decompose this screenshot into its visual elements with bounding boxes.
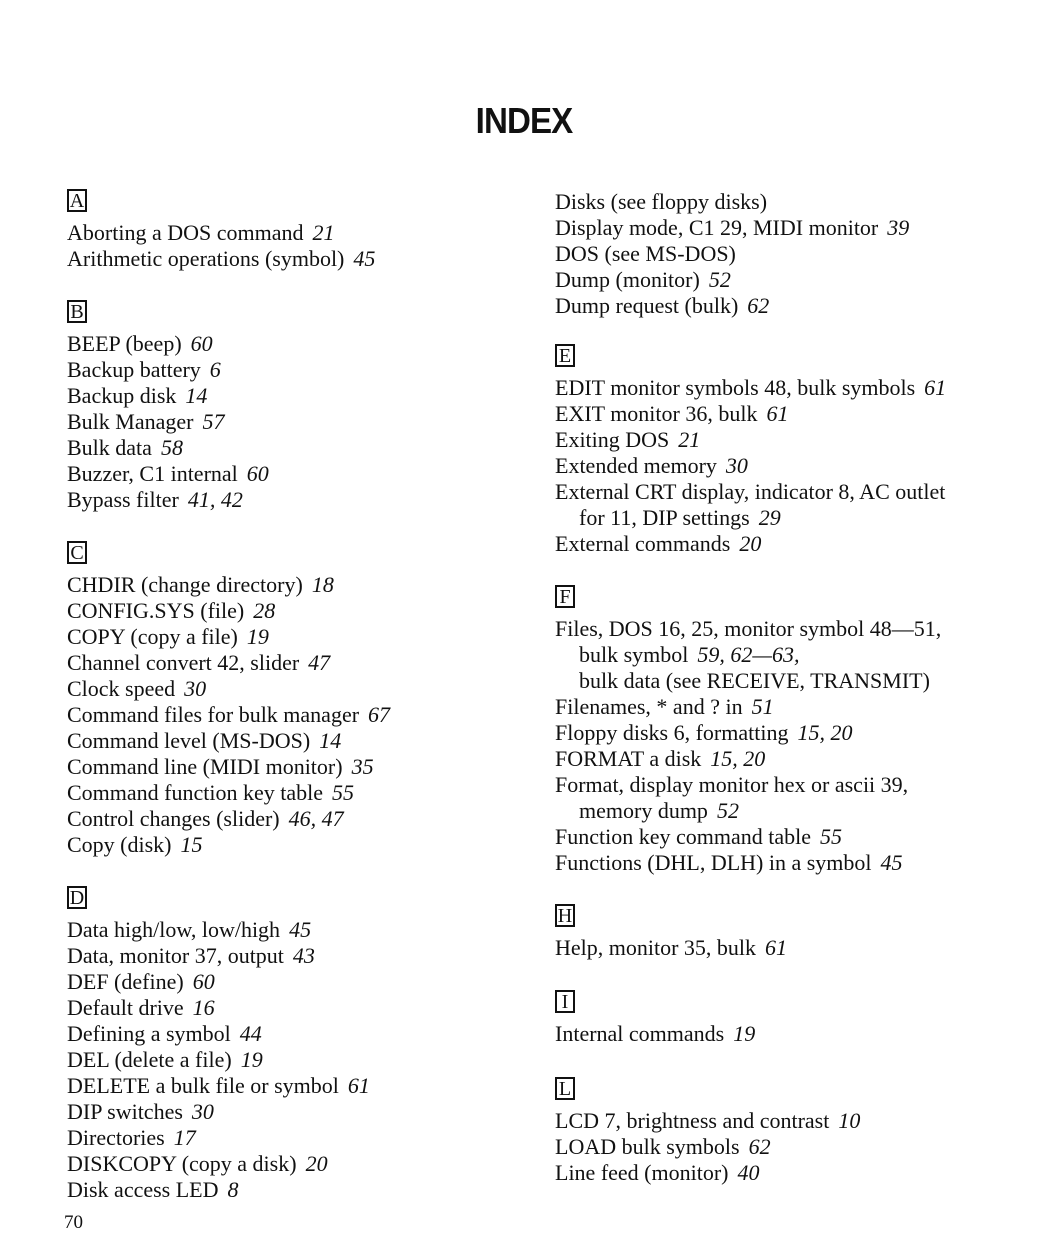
index-section-c bbox=[67, 541, 507, 858]
index-entry: Dump request (bulk) 62 bbox=[555, 293, 770, 318]
index-entry: bulk data (see RECEIVE, TRANSMIT) bbox=[579, 668, 930, 693]
index-entry: Buzzer, C1 internal 60 bbox=[67, 461, 269, 486]
index-entry: Format, display monitor hex or ascii 39, bbox=[555, 772, 909, 797]
index-entry: BEEP (beep) 60 bbox=[67, 331, 213, 356]
index-entry: Floppy disks 6, formatting 15, 20 bbox=[555, 720, 853, 745]
section-letter-box: F bbox=[555, 585, 575, 608]
index-entry: Function key command table 55 bbox=[555, 824, 842, 849]
index-entry: External commands 20 bbox=[555, 531, 762, 556]
index-entry: EXIT monitor 36, bulk 61 bbox=[555, 401, 789, 426]
index-entry: Data, monitor 37, output 43 bbox=[67, 943, 315, 968]
index-section-e bbox=[555, 344, 1025, 557]
section-letter-box: C bbox=[67, 541, 87, 564]
index-entry: DOS (see MS-DOS) bbox=[555, 241, 736, 266]
index-entry: Bypass filter 41, 42 bbox=[67, 487, 243, 512]
index-section-i bbox=[555, 990, 1025, 1047]
section-letter-box: I bbox=[555, 990, 575, 1013]
index-entry: Backup battery 6 bbox=[67, 357, 221, 382]
index-entry: Command files for bulk manager 67 bbox=[67, 702, 391, 727]
index-entry: Line feed (monitor) 40 bbox=[555, 1160, 760, 1185]
index-section-b bbox=[67, 300, 507, 513]
index-entry: Disk access LED 8 bbox=[67, 1177, 239, 1202]
page-title: INDEX bbox=[475, 100, 573, 141]
index-entry: External CRT display, indicator 8, AC outlet bbox=[555, 479, 946, 504]
index-entry: CHDIR (change directory) 18 bbox=[67, 572, 334, 597]
index-entry: Copy (disk) 15 bbox=[67, 832, 203, 857]
index-entry: LCD 7, brightness and contrast 10 bbox=[555, 1108, 861, 1133]
index-entry: Extended memory 30 bbox=[555, 453, 748, 478]
index-entry: Clock speed 30 bbox=[67, 676, 207, 701]
index-entry: Disks (see floppy disks) bbox=[555, 189, 768, 214]
index-entry: Dump (monitor) 52 bbox=[555, 267, 731, 292]
index-entry: Files, DOS 16, 25, monitor symbol 48—51, bbox=[555, 616, 942, 641]
index-entry: DIP switches 30 bbox=[67, 1099, 214, 1124]
index-entry: DEF (define) 60 bbox=[67, 969, 215, 994]
index-section-a bbox=[67, 189, 507, 272]
index-entry: Default drive 16 bbox=[67, 995, 215, 1020]
index-entry: Data high/low, low/high 45 bbox=[67, 917, 312, 942]
index-entry: Control changes (slider) 46, 47 bbox=[67, 806, 344, 831]
index-entry: DEL (delete a file) 19 bbox=[67, 1047, 263, 1072]
index-entry: Help, monitor 35, bulk 61 bbox=[555, 935, 788, 960]
index-entry: memory dump 52 bbox=[579, 798, 739, 823]
index-entry: Directories 17 bbox=[67, 1125, 196, 1150]
index-entry: COPY (copy a file) 19 bbox=[67, 624, 269, 649]
index-section-d bbox=[67, 886, 507, 1203]
index-entry: Bulk data 58 bbox=[67, 435, 183, 460]
index-entry: Arithmetic operations (symbol) 45 bbox=[67, 246, 376, 271]
section-letter-box: D bbox=[67, 886, 87, 909]
page-number: 70 bbox=[64, 1212, 83, 1233]
index-entry: CONFIG.SYS (file) 28 bbox=[67, 598, 276, 623]
index-section-h bbox=[555, 904, 1025, 961]
index-entry: Backup disk 14 bbox=[67, 383, 208, 408]
index-entry: Exiting DOS 21 bbox=[555, 427, 701, 452]
index-entry: Display mode, C1 29, MIDI monitor 39 bbox=[555, 215, 910, 240]
index-entry: Functions (DHL, DLH) in a symbol 45 bbox=[555, 850, 903, 875]
index-entry: EDIT monitor symbols 48, bulk symbols 61 bbox=[555, 375, 947, 400]
index-entry: LOAD bulk symbols 62 bbox=[555, 1134, 771, 1159]
index-entry: Command line (MIDI monitor) 35 bbox=[67, 754, 374, 779]
index-entry: Channel convert 42, slider 47 bbox=[67, 650, 331, 675]
index-entry: Defining a symbol 44 bbox=[67, 1021, 262, 1046]
index-entry: FORMAT a disk 15, 20 bbox=[555, 746, 766, 771]
index-section-d-continued bbox=[555, 189, 1025, 319]
section-letter-box: H bbox=[555, 904, 575, 927]
section-letter-box: A bbox=[67, 189, 87, 212]
section-letter-box: E bbox=[555, 344, 575, 367]
index-entry: Command level (MS-DOS) 14 bbox=[67, 728, 342, 753]
index-entry: Command function key table 55 bbox=[67, 780, 354, 805]
index-entry: DISKCOPY (copy a disk) 20 bbox=[67, 1151, 328, 1176]
index-entry: bulk symbol 59, 62—63, bbox=[579, 642, 800, 667]
index-section-l bbox=[555, 1077, 1025, 1186]
index-section-f bbox=[555, 585, 1025, 876]
section-letter-box: B bbox=[67, 300, 87, 323]
index-entry: for 11, DIP settings 29 bbox=[579, 505, 781, 530]
index-entry: Filenames, * and ? in 51 bbox=[555, 694, 774, 719]
section-letter-box: L bbox=[555, 1077, 575, 1100]
index-entry: DELETE a bulk file or symbol 61 bbox=[67, 1073, 370, 1098]
index-entry: Bulk Manager 57 bbox=[67, 409, 225, 434]
index-entry: Aborting a DOS command 21 bbox=[67, 220, 335, 245]
index-entry: Internal commands 19 bbox=[555, 1021, 756, 1046]
